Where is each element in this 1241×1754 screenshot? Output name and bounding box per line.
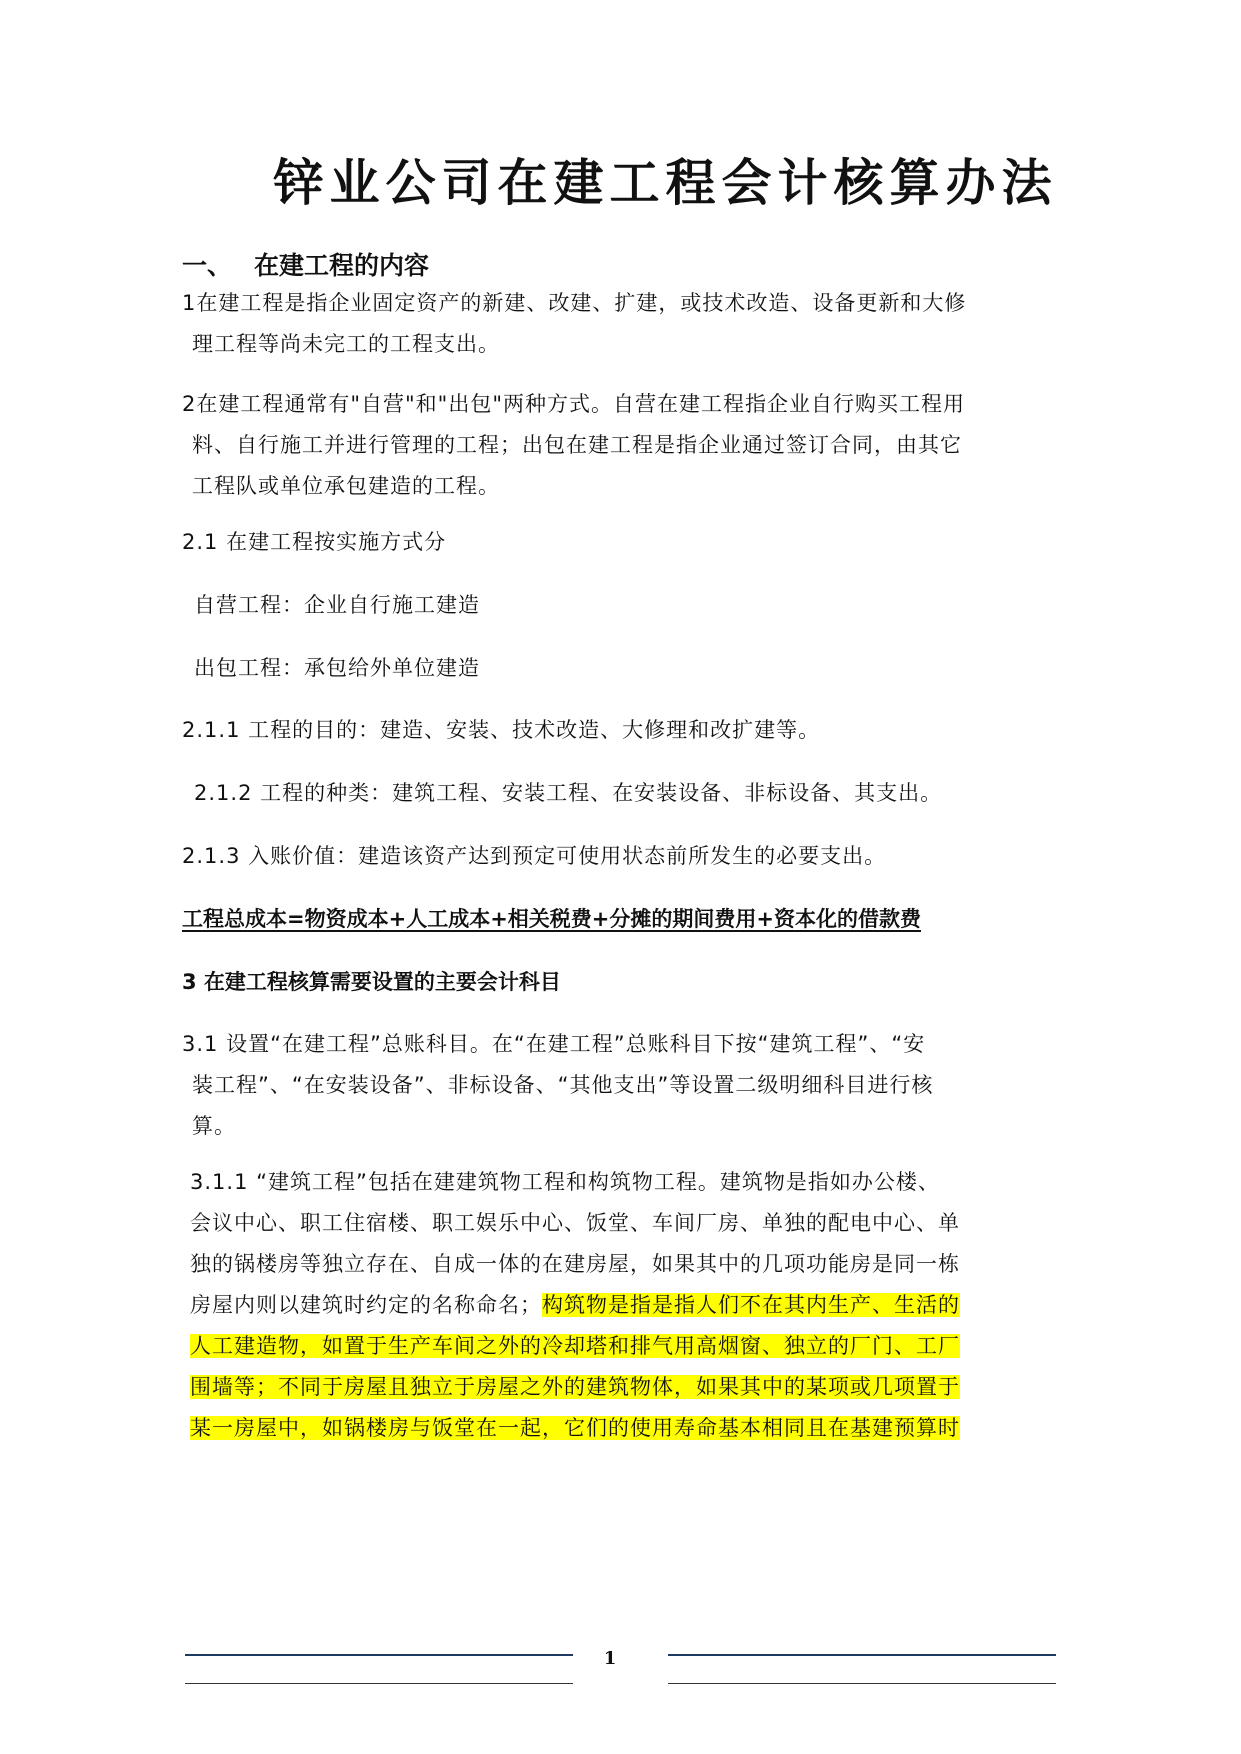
section-3-heading: 3 在建工程核算需要设置的主要会计科目 xyxy=(182,970,561,994)
subsection-3-1-1-line-7 xyxy=(190,1408,1070,1449)
subsection-3-1-line-1: 3.1 设置“在建工程”总账科目。在“在建工程”总账科目下按“建筑工程”、“安 xyxy=(182,1032,926,1056)
section-heading-1 xyxy=(182,246,429,286)
highlighted-text: 人工建造物，如置于生产车间之外的冷却塔和排气用高烟窗、独立的厂门、工厂 xyxy=(190,1334,960,1358)
line-4-plain-text: 房屋内则以建筑时约定的名称命名； xyxy=(190,1293,542,1317)
section-number: 一、 xyxy=(182,251,233,280)
paragraph-2-line-2: 料、自行施工并进行管理的工程；出包在建工程是指企业通过签订合同，由其它 xyxy=(192,433,962,457)
self-built-item: 自营工程：企业自行施工建造 xyxy=(194,593,480,617)
subsection-2-1-1: 2.1.1 工程的目的：建造、安装、技术改造、大修理和改扩建等。 xyxy=(182,718,821,742)
subsection-2-1-2: 2.1.2 工程的种类：建筑工程、安装工程、在安装设备、非标设备、其支出。 xyxy=(194,781,943,805)
paragraph-2 xyxy=(182,384,1072,507)
subsection-3-1-1 xyxy=(190,1162,1070,1449)
subsection-3-1 xyxy=(182,1024,1072,1147)
paragraph-1-line-2: 理工程等尚未完工的工程支出。 xyxy=(192,332,500,356)
subsection-3-1-1-line-6 xyxy=(190,1367,1070,1408)
page-number: 1 xyxy=(603,1648,617,1669)
paragraph-1 xyxy=(182,283,1072,365)
subsection-3-1-line-2: 装工程”、“在安装设备”、非标设备、“其他支出”等设置二级明细科目进行核 xyxy=(192,1073,934,1097)
paragraph-2-line-1: 2在建工程通常有"自营"和"出包"两种方式。自营在建工程指企业自行购买工程用 xyxy=(182,392,965,416)
subsection-3-1-1-line-2: 会议中心、职工住宿楼、职工娱乐中心、饭堂、车间厂房、单独的配电中心、单 xyxy=(190,1211,960,1235)
outsourced-item: 出包工程：承包给外单位建造 xyxy=(194,656,480,680)
subsection-3-1-1-line-1: 3.1.1 “建筑工程”包括在建建筑物工程和构筑物工程。建筑物是指如办公楼、 xyxy=(190,1170,940,1194)
highlighted-text: 构筑物是指是指人们不在其内生产、生活的 xyxy=(542,1293,960,1317)
footer-rule-right-lower xyxy=(668,1683,1056,1684)
paragraph-1-line-1: 1在建工程是指企业固定资产的新建、改建、扩建，或技术改造、设备更新和大修 xyxy=(182,291,967,315)
highlighted-text: 某一房屋中，如锅楼房与饭堂在一起，它们的使用寿命基本相同且在基建预算时 xyxy=(190,1416,960,1440)
subsection-3-1-1-line-3: 独的锅楼房等独立存在、自成一体的在建房屋，如果其中的几项功能房是同一栋 xyxy=(190,1252,960,1276)
section-heading-text: 在建工程的内容 xyxy=(254,251,430,280)
footer-rule-left xyxy=(185,1654,573,1656)
subsection-2-1: 2.1 在建工程按实施方式分 xyxy=(182,530,447,554)
subsection-3-1-1-line-4 xyxy=(190,1285,1070,1326)
paragraph-2-line-3: 工程队或单位承包建造的工程。 xyxy=(192,474,500,498)
document-title: 锌业公司在建工程会计核算办法 xyxy=(273,154,1058,212)
footer-rule-left-lower xyxy=(185,1683,573,1684)
subsection-3-1-1-line-5 xyxy=(190,1326,1070,1367)
subsection-3-1-line-3: 算。 xyxy=(192,1114,236,1138)
footer-rule-right xyxy=(668,1654,1056,1656)
highlighted-text: 围墙等；不同于房屋且独立于房屋之外的建筑物体，如果其中的某项或几项置于 xyxy=(190,1375,960,1399)
cost-formula: 工程总成本=物资成本+人工成本+相关税费+分摊的期间费用+资本化的借款费 xyxy=(182,907,921,931)
subsection-2-1-3: 2.1.3 入账价值：建造该资产达到预定可使用状态前所发生的必要支出。 xyxy=(182,844,887,868)
